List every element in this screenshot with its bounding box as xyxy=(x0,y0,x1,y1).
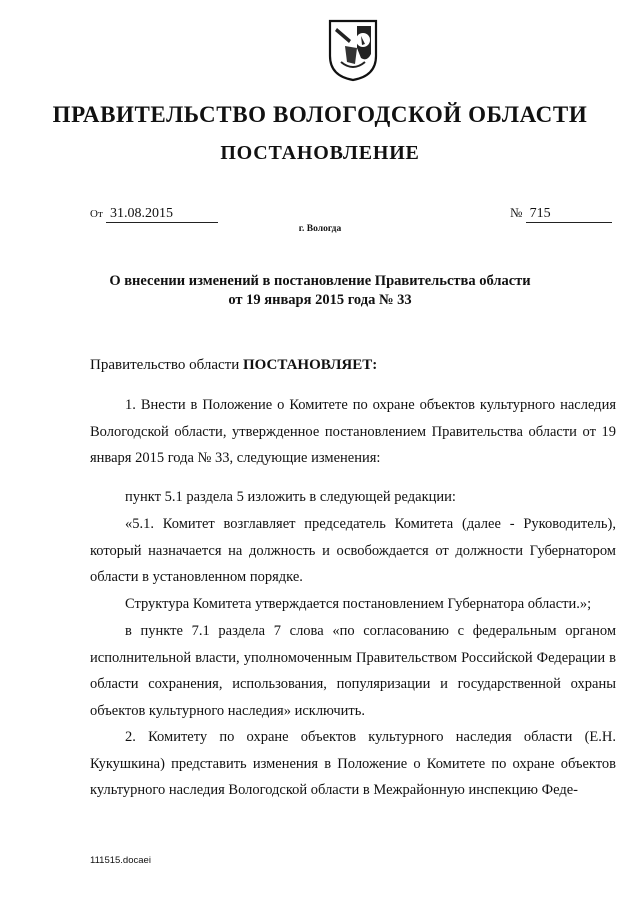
government-title: ПРАВИТЕЛЬСТВО ВОЛОГОДСКОЙ ОБЛАСТИ xyxy=(52,102,588,127)
document-number: 715 xyxy=(526,206,612,223)
preamble xyxy=(90,357,377,374)
document-type-title: ПОСТАНОВЛЕНИЕ xyxy=(220,142,420,164)
body-paragraph-4: Структура Комитета утверждается постановлением Губернатора области.»; xyxy=(125,596,592,612)
file-code: 111515.docaei xyxy=(90,855,151,866)
document-date: 31.08.2015 xyxy=(106,206,218,223)
subject-line-2: от 19 января 2015 года № 33 xyxy=(228,292,412,308)
preamble-text: Правительство области xyxy=(90,357,243,373)
preamble-bold: ПОСТАНОВЛЯЕТ: xyxy=(242,357,378,373)
date-block xyxy=(90,205,218,223)
body-paragraph-6: 2. Комитету по охране объектов культурного наследия области (Е.Н. Кукушкина) представить изменения в Положение о Комитете по охране объектов культурного наследия Вологодской области в Межрайонную инспекцию Феде- xyxy=(90,729,616,798)
document-subject xyxy=(80,272,560,310)
body-paragraph-1: 1. Внести в Положение о Комитете по охране объектов культурного наследия Вологодской области, утвержденное постановлением Правительства области от 19 января 2015 года № 33, следующие изменения: xyxy=(90,397,616,466)
coat-of-arms-emblem xyxy=(327,18,379,82)
city-label: г. Вологда xyxy=(298,224,342,234)
number-label: № xyxy=(510,205,523,220)
body-paragraph-5: в пункте 7.1 раздела 7 слова «по согласованию с федеральным органом исполнительной власти, уполномоченным Правительством Российской Федерации в области сохранения, использования, популяризации и государственной охраны объектов культурного наследия» исключить. xyxy=(90,623,616,719)
date-label: От xyxy=(90,208,103,220)
subject-line-1: О внесении изменений в постановление Правительства области xyxy=(109,273,531,289)
number-block xyxy=(510,205,612,223)
body-paragraph-3: «5.1. Комитет возглавляет председатель Комитета (далее - Руководитель), который назначается на должность и освобождается от должности Губернатором области в установленном порядке. xyxy=(90,516,616,585)
body-paragraph-2: пункт 5.1 раздела 5 изложить в следующей редакции: xyxy=(125,489,456,505)
